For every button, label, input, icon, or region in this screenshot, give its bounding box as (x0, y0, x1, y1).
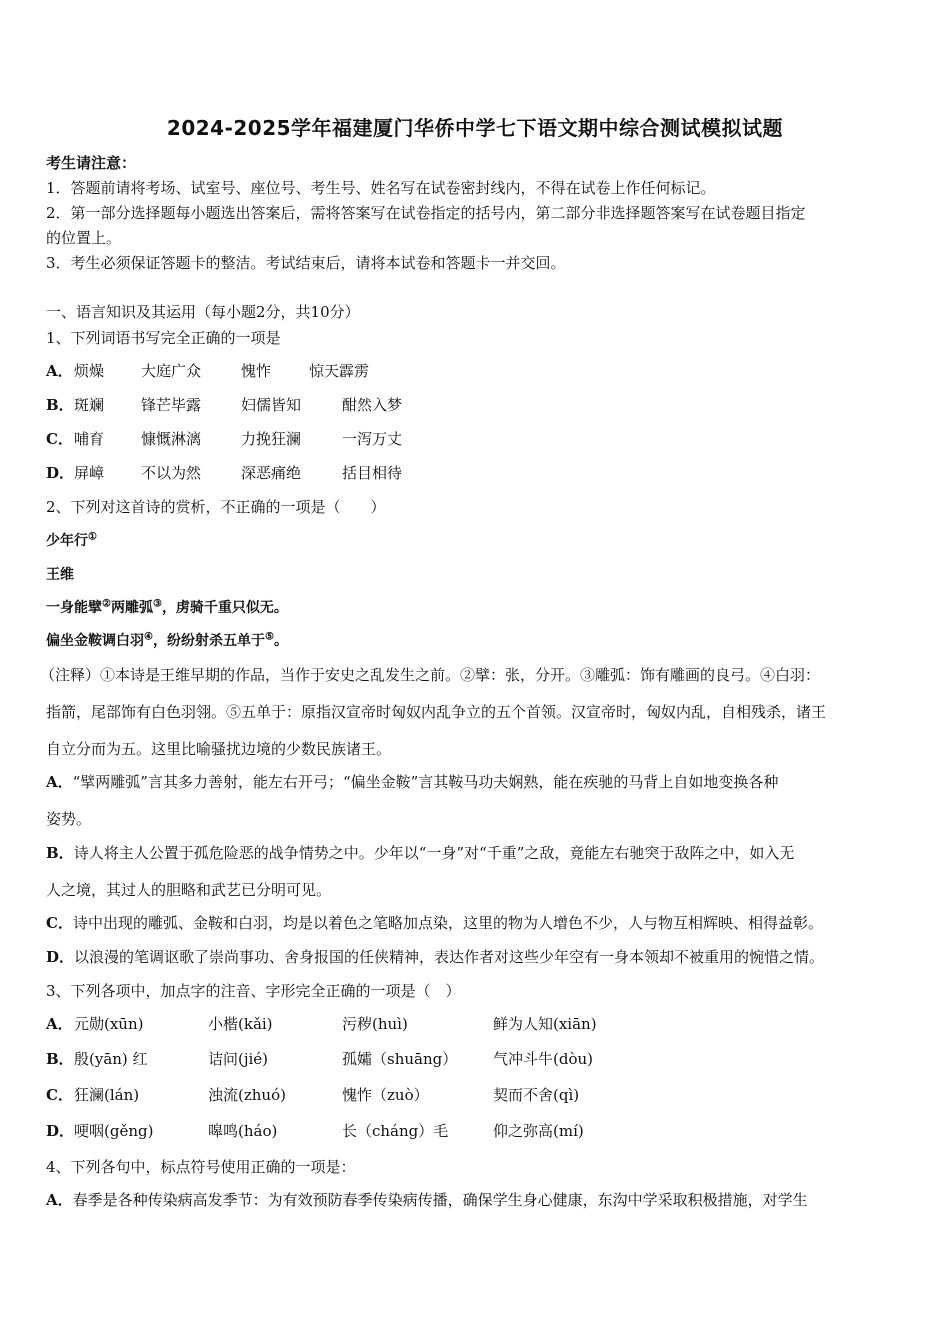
q2-option-b (46, 842, 794, 863)
option-label: B． (46, 1050, 74, 1068)
option-word: 哽咽(gěng) (74, 1122, 154, 1140)
option-word: 妇儒皆知 (241, 396, 302, 414)
option-text: “擘两雕弧”言其多力善射，能左右开弓；“偏坐金鞍”言其鞍马功夫娴熟，能在疾驰的马背上自如地变换各种 (72, 773, 779, 791)
question-1-stem: 1、下列词语书写完全正确的一项是 (46, 329, 281, 347)
option-label: A． (46, 362, 73, 380)
footnote-mark: ② (102, 598, 111, 610)
option-word: 契而不舍(qì) (493, 1086, 580, 1104)
q2-option-a (46, 771, 778, 792)
option-label: C． (46, 914, 73, 932)
option-word: 污秽(huì) (342, 1015, 408, 1033)
option-label: B． (46, 844, 74, 862)
option-label: D． (46, 948, 75, 966)
poem-line-1 (46, 597, 288, 617)
poem-note: 自立分而为五。这里比喻骚扰边境的少数民族诸王。 (46, 740, 392, 758)
option-label: A． (46, 1191, 73, 1209)
option-word: 括目相待 (342, 464, 403, 482)
option-word: 诘问(jié) (208, 1050, 269, 1068)
option-label: C． (46, 1086, 73, 1104)
option-word: 力挽狂澜 (241, 430, 302, 448)
poem-text: ，纷纷射杀五单于 (152, 633, 265, 649)
option-word: 锋芒毕露 (141, 396, 202, 414)
option-word: 元勋(xūn) (74, 1015, 144, 1033)
section-heading: 一、语言知识及其运用（每小题2分，共10分） (46, 303, 360, 321)
poem-text: 偏坐金鞍调白羽 (46, 633, 144, 649)
notice-item: 3．考生必须保证答题卡的整洁。考试结束后，请将本试卷和答题卡一并交回。 (46, 254, 566, 272)
option-word: 大庭广众 (141, 362, 202, 380)
poem-note: 指箭，尾部饰有白色羽翎。⑤五单于：原指汉宣帝时匈奴内乱争立的五个首领。汉宣帝时，匈奴内乱，自相残杀，诸王 (46, 703, 827, 721)
option-word: 不以为然 (141, 464, 202, 482)
option-word: 长（cháng）毛 (342, 1122, 449, 1140)
option-word: 愧怍 (241, 362, 272, 380)
option-text: 春季是各种传染病高发季节：为有效预防春季传染病传播，确保学生身心健康，东沟中学采取积极措施，对学生 (72, 1191, 808, 1209)
q2-option-a-cont: 姿势。 (46, 810, 92, 828)
option-label: D． (46, 464, 75, 482)
option-word: 仰之弥高(mí) (493, 1122, 584, 1140)
option-word: 愧怍（zuò） (342, 1086, 429, 1104)
option-label: A． (46, 1015, 73, 1033)
option-word: 屏嶂 (74, 464, 105, 482)
footnote-mark: ③ (152, 598, 162, 610)
q4-option-a (46, 1189, 808, 1210)
q2-option-d (46, 946, 824, 967)
option-word: 鲜为人知(xiān) (493, 1015, 597, 1033)
option-word: 浊流(zhuó) (208, 1086, 286, 1104)
option-word: 殷(yān) 红 (74, 1050, 148, 1068)
option-text: 诗人将主人公置于孤危险恶的战争情势之中。少年以“一身”对“千重”之敌，竟能左右驰突于敌阵之中，如入无 (73, 844, 795, 862)
option-word: 惊天霹雳 (309, 362, 370, 380)
question-4-stem: 4、下列各句中，标点符号使用正确的一项是： (46, 1158, 356, 1176)
option-word: 嗥鸣(háo) (208, 1122, 278, 1140)
option-word: 烦燥 (74, 362, 105, 380)
poem-note: （注释）①本诗是王维早期的作品，当作于安史之乱发生之前。②擘：张，分开。③雕弧：饰有雕画的良弓。④白羽： (40, 666, 821, 684)
option-label: A． (46, 773, 73, 791)
option-label: B． (46, 396, 74, 414)
option-word: 哺育 (74, 430, 105, 448)
notice-heading: 考生请注意： (46, 154, 137, 172)
q2-option-b-cont: 人之境，其过人的胆略和武艺已分明可见。 (46, 881, 332, 899)
page-title: 2024-2025学年福建厦门华侨中学七下语文期中综合测试模拟试题 (166, 116, 784, 140)
poem-line-2 (46, 630, 288, 650)
option-word: 一泻万丈 (342, 430, 403, 448)
poem-title (46, 530, 97, 550)
option-word: 慷慨淋漓 (141, 430, 202, 448)
poem-author: 王维 (46, 567, 74, 583)
option-text: 以浪漫的笔调讴歌了崇尚事功、舍身报国的任侠精神，表达作者对这些少年空有一身本领却不被重用的惋惜之情。 (74, 948, 825, 966)
poem-text: ，虏骑千重只似无。 (161, 600, 288, 616)
option-word: 酣然入梦 (342, 396, 403, 414)
poem-text: 一身能擘 (46, 600, 102, 616)
option-word: 斑斓 (74, 396, 105, 414)
option-label: C． (46, 430, 73, 448)
question-2-stem: 2、下列对这首诗的赏析，不正确的一项是（ ） (46, 498, 386, 516)
option-word: 气冲斗牛(dòu) (493, 1050, 593, 1068)
notice-item: 的位置上。 (46, 229, 122, 247)
option-word: 狂澜(lán) (74, 1086, 140, 1104)
footnote-mark: ④ (144, 631, 153, 643)
footnote-mark: ⑤ (264, 631, 274, 643)
question-3-stem: 3、下列各项中，加点字的注音、字形完全正确的一项是（ ） (46, 982, 461, 1000)
q2-option-c (46, 912, 823, 933)
poem-text: 两雕弧 (110, 600, 153, 616)
option-word: 小楷(kǎi) (208, 1015, 273, 1033)
footnote-mark: ① (88, 531, 97, 543)
poem-title-text: 少年行 (46, 533, 88, 549)
option-label: D． (46, 1122, 75, 1140)
option-word: 深恶痛绝 (241, 464, 302, 482)
notice-item: 1．答题前请将考场、试室号、座位号、考生号、姓名写在试卷密封线内，不得在试卷上作任何标记。 (46, 179, 716, 197)
notice-item: 2．第一部分选择题每小题选出答案后，需将答案写在试卷指定的括号内，第二部分非选择题答案写在试卷题目指定 (46, 204, 806, 222)
option-text: 诗中出现的雕弧、金鞍和白羽，均是以着色之笔略加点染，这里的物为人增色不少，人与物互相辉映、相得益彰。 (72, 914, 823, 932)
poem-text: 。 (273, 633, 288, 649)
option-word: 孤孀（shuāng） (342, 1050, 458, 1068)
